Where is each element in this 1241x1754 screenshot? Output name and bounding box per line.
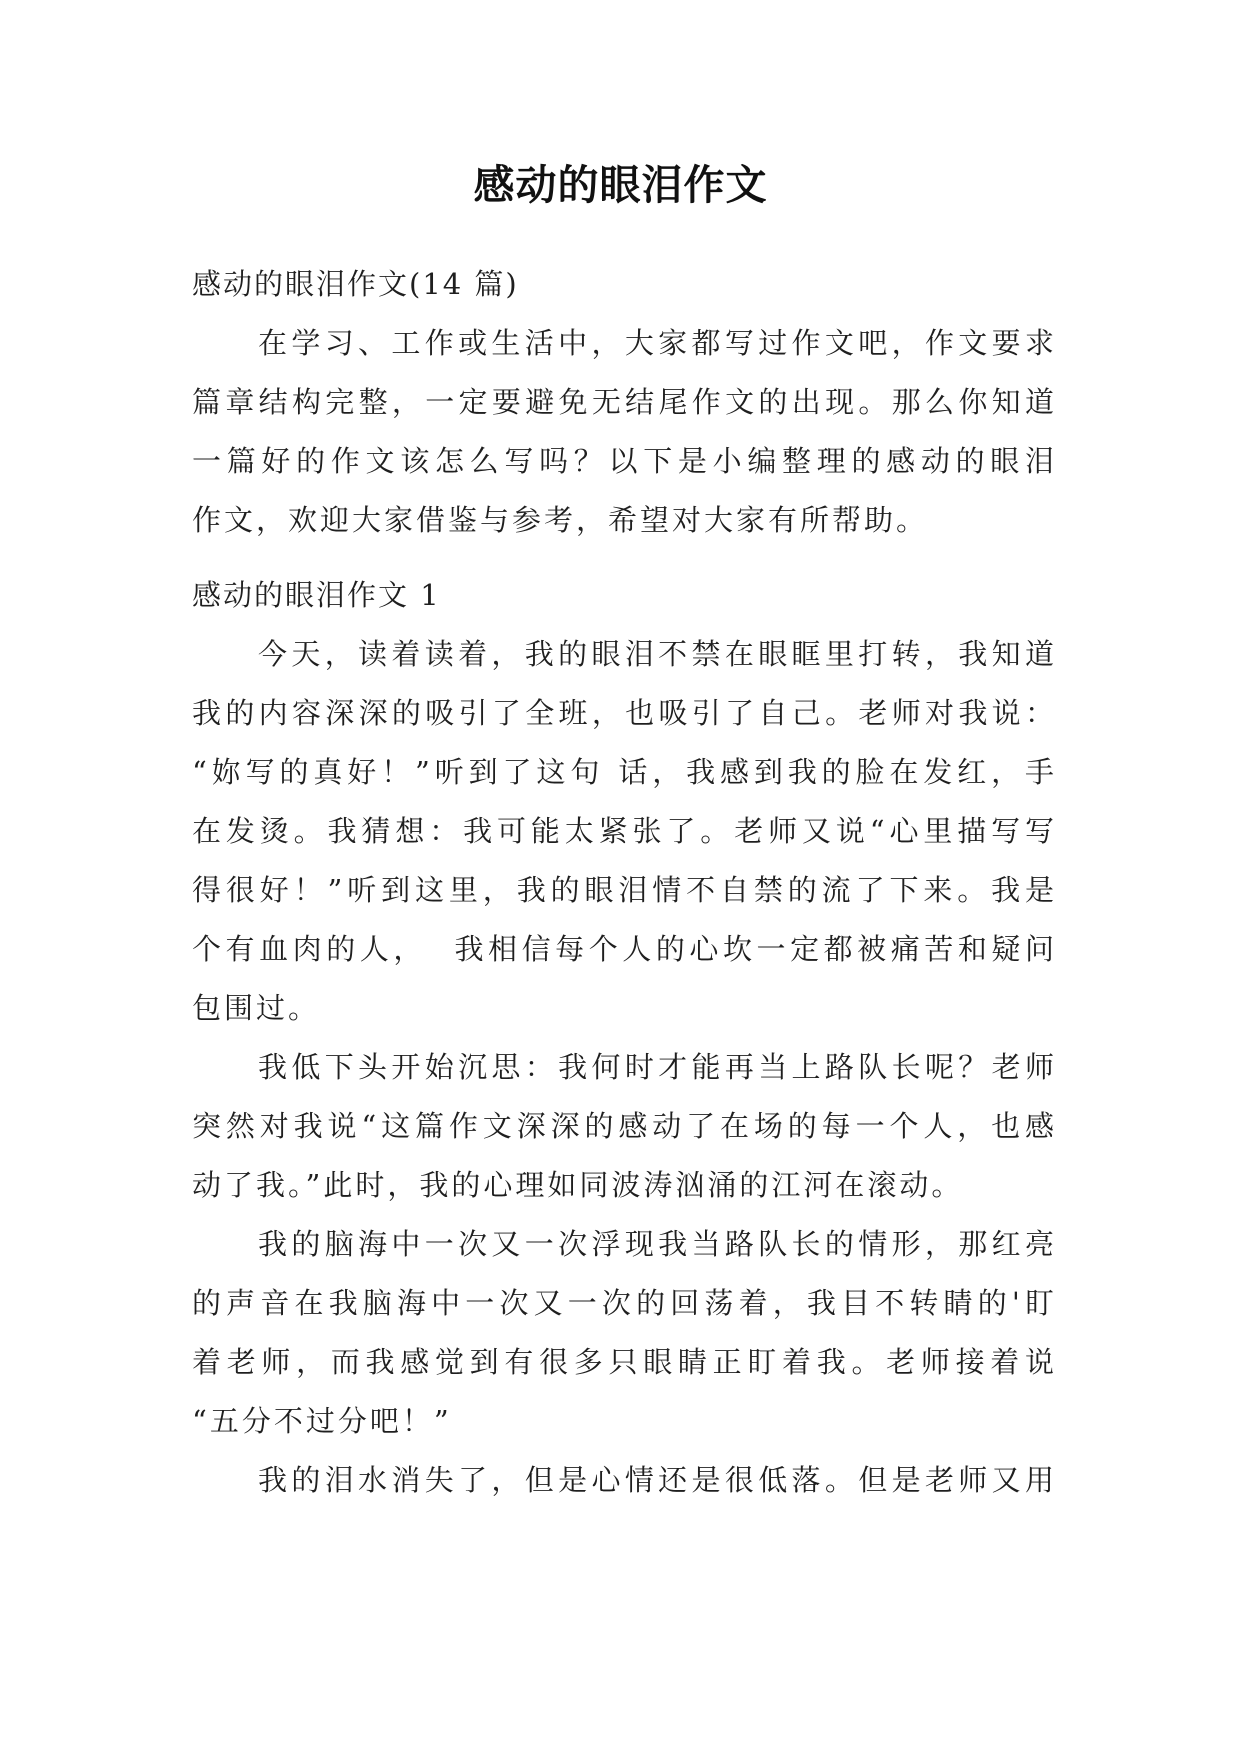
document-subtitle: 感动的眼泪作文(14 篇) (192, 267, 519, 301)
document-title: 感动的眼泪作文 (473, 161, 768, 209)
paragraph-line: 着老师，而我感觉到有很多只眼睛正盯着我。老师接着说 (192, 1345, 1057, 1379)
intro-line: 篇章结构完整，一定要避免无结尾作文的出现。那么你知道 (192, 385, 1057, 419)
paragraph-line: 动了我。”此时，我的心理如同波涛汹涌的江河在滚动。 (192, 1168, 964, 1202)
paragraph-line: 得很好！”听到这里，我的眼泪情不自禁的流了下来。我是 (192, 873, 1057, 907)
intro-line: 作文，欢迎大家借鉴与参考，希望对大家有所帮助。 (192, 503, 929, 537)
paragraph-line: “五分不过分吧！” (192, 1404, 452, 1438)
paragraph-line: 我的脑海中一次又一次浮现我当路队长的情形，那红亮 (258, 1227, 1057, 1261)
paragraph-line: 我的泪水消失了，但是心情还是很低落。但是老师又用 (258, 1463, 1057, 1497)
paragraph-line: 包围过。 (192, 991, 321, 1025)
paragraph-line: 在发烫。我猜想：我可能太紧张了。老师又说“心里描写写 (192, 814, 1057, 848)
paragraph-line: 今天，读着读着，我的眼泪不禁在眼眶里打转，我知道 (258, 637, 1057, 671)
paragraph-line: “妳写的真好！”听到了这句 话，我感到我的脸在发红，手 (192, 755, 1057, 789)
paragraph-line: 我的内容深深的吸引了全班，也吸引了自己。老师对我说： (192, 696, 1057, 730)
paragraph-line: 我低下头开始沉思：我何时才能再当上路队长呢？老师 (258, 1050, 1057, 1084)
section-1 (192, 566, 1057, 1510)
intro-line: 一篇好的作文该怎么写吗？以下是小编整理的感动的眼泪 (192, 444, 1057, 478)
intro-line: 在学习、工作或生活中，大家都写过作文吧，作文要求 (258, 326, 1057, 360)
paragraph-line: 个有血肉的人， 我相信每个人的心坎一定都被痛苦和疑问 (192, 932, 1057, 966)
section-heading: 感动的眼泪作文 1 (192, 578, 441, 612)
paragraph-line: 突然对我说“这篇作文深深的感动了在场的每一个人，也感 (192, 1109, 1057, 1143)
intro-block (192, 255, 1057, 550)
paragraph-line: 的声音在我脑海中一次又一次的回荡着，我目不转睛的'盯 (192, 1286, 1057, 1320)
